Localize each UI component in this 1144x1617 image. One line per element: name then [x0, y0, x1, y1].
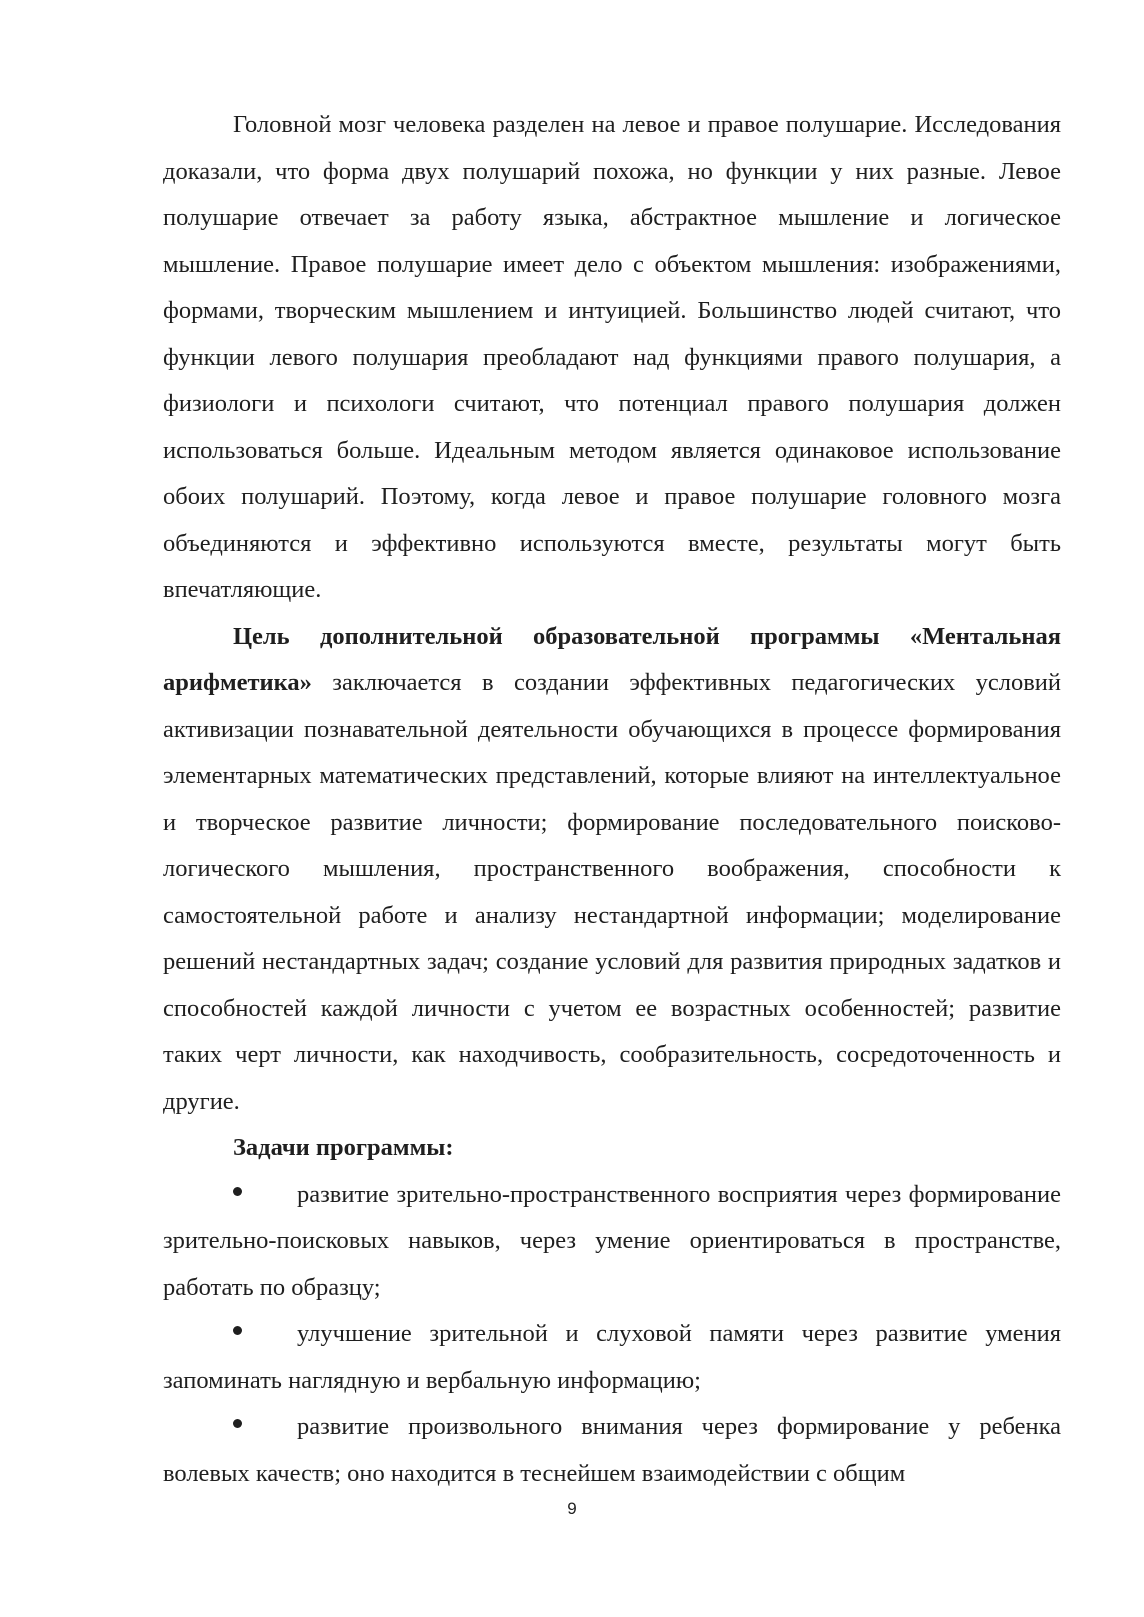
tasks-heading: Задачи программы:: [233, 1134, 454, 1161]
goal-text: заключается в создании эффективных педагогических условий активизации познавательной деятельности обучающихся в процессе формирования элементарных математических представлений, которые влияют на интеллектуальное и творческое развитие личности; формирование последовательного поисково-логического мышления, пространственного воображения, способности к самостоятельной работе и анализу нестандартной информации; моделирование решений нестандартных задач; создание условий для развития природных задатков и способностей каждой личности с учетом ее возрастных особенностей; развитие таких черт личности, как находчивость, сообразительность, сосредоточенность и другие.: [163, 669, 1061, 1115]
task-text: развитие произвольного внимания через формирование у ребенка волевых качеств; оно находится в теснейшем взаимодействии с общим: [163, 1413, 1061, 1487]
task-item: [163, 1404, 1061, 1497]
task-item: [163, 1311, 1061, 1404]
page-body: [163, 102, 1061, 1497]
task-text: развитие зрительно-пространственного восприятия через формирование зрительно-поисковых навыков, через умение ориентироваться в пространстве, работать по образцу;: [163, 1180, 1061, 1301]
task-text: улучшение зрительной и слуховой памяти через развитие умения запоминать наглядную и вербальную информацию;: [163, 1320, 1061, 1394]
task-item: [163, 1172, 1061, 1312]
intro-paragraph: Головной мозг человека разделен на левое и правое полушарие. Исследования доказали, что форма двух полушарий похожа, но функции у них разные. Левое полушарие отвечает за работу языка, абстрактное мышление и логическое мышление. Правое полушарие имеет дело с объектом мышления: изображениями, формами, творческим мышлением и интуицией. Большинство людей считают, что функции левого полушария преобладают над функциями правого полушария, а физиологи и психологи считают, что потенциал правого полушария должен использоваться больше. Идеальным методом является одинаковое использование обоих полушарий. Поэтому, когда левое и правое полушарие головного мозга объединяются и эффективно используются вместе, результаты могут быть впечатляющие.: [163, 111, 1061, 603]
goal-bold-lead: Цель дополнительной образовательной программы «Ментальная арифметика»: [163, 622, 1061, 696]
goal-paragraph: [163, 614, 1061, 1126]
page-number: 9: [567, 1499, 577, 1518]
